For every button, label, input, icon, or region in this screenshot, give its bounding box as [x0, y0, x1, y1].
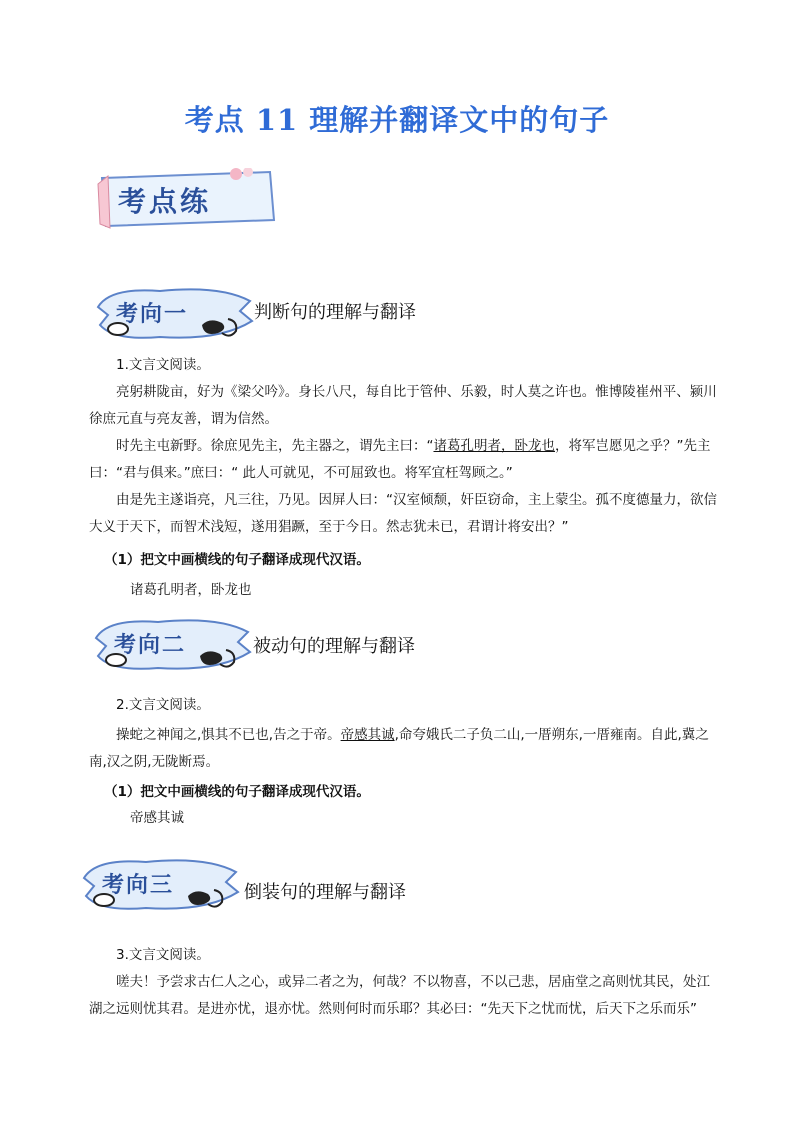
badge-section-2: [88, 616, 258, 678]
badge-section-3: [76, 856, 246, 918]
badge-label: 考向一: [116, 301, 189, 327]
passage-text: ，将军岂愿见之乎？”先主曰：“君与俱来。”庶曰：“ 此人可就见，不可屈致也。将军宜枉驾顾之。”: [89, 438, 711, 481]
badge-section-1: [90, 285, 260, 347]
practice-tag-label: 考点练: [118, 185, 212, 218]
underlined-sentence: 诸葛孔明者，卧龙也: [433, 438, 555, 454]
passage-paragraph: [89, 722, 721, 776]
question-prompt: （1）把文中画横线的句子翻译成现代汉语。: [104, 784, 370, 800]
question-intro: 1.文言文阅读。: [116, 357, 210, 373]
passage-paragraph: 由是先主遂诣亮，凡三往，乃见。因屏人曰：“汉室倾颓，奸臣窃命，主上蒙尘。孤不度德量力，欲信大义于天下，而智术浅短，遂用猖蹶，至于今日。然志犹未已，君谓计将安出？”: [89, 492, 717, 535]
passage-paragraph: [89, 433, 721, 487]
section-heading: 判断句的理解与翻译: [254, 302, 416, 323]
passage-text: 操蛇之神闻之,惧其不已也,告之于帝。: [116, 727, 341, 743]
question-intro: 2.文言文阅读。: [116, 697, 210, 713]
question-intro: 3.文言文阅读。: [116, 947, 210, 963]
section-heading: 倒装句的理解与翻译: [244, 882, 406, 903]
underlined-sentence: 帝感其诚: [340, 727, 395, 743]
passage-text: 时先主屯新野。徐庶见先主，先主器之，谓先主曰：“: [116, 438, 434, 454]
answer-text: 诸葛孔明者，卧龙也: [130, 582, 252, 598]
answer-text: 帝感其诚: [130, 810, 184, 826]
section-heading: 被动句的理解与翻译: [253, 636, 415, 657]
badge-label: 考向三: [102, 872, 175, 898]
passage-paragraph: 嗟夫！予尝求古仁人之心，或异二者之为，何哉？不以物喜，不以己悲，居庙堂之高则忧其民，处江湖之远则忧其君。是进亦忧，退亦忧。然则何时而乐耶？其必曰：“先天下之忧而忧，后天下之乐而乐”: [89, 974, 710, 1017]
passage-text: ,命夸娥氏二子负二山,一厝朔东,一厝雍南。自此,冀之南,汉之阴,无陇断焉。: [89, 727, 709, 770]
question-prompt: （1）把文中画横线的句子翻译成现代汉语。: [104, 552, 370, 568]
page-title: 考点 11 理解并翻译文中的句子: [184, 103, 610, 137]
passage-paragraph: 亮躬耕陇亩，好为《梁父吟》。身长八尺，每自比于管仲、乐毅，时人莫之许也。惟博陵崔州平、颍川徐庶元直与亮友善，谓为信然。: [89, 384, 717, 427]
badge-label: 考向二: [114, 632, 187, 658]
practice-tag: [96, 168, 276, 230]
